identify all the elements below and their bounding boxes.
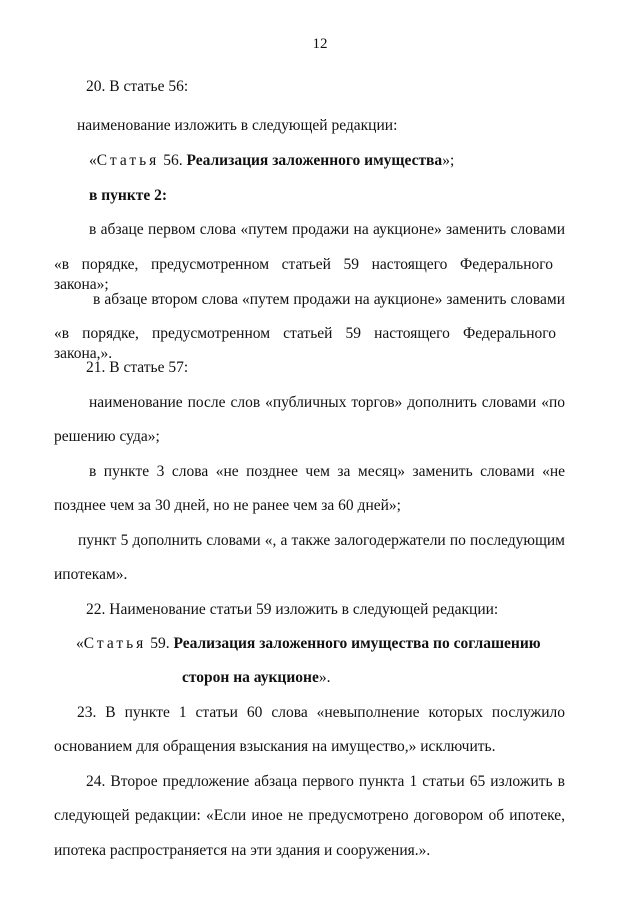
article-word: Статья	[83, 635, 147, 652]
item-20-heading: 20. В статье 56:	[86, 78, 189, 95]
article-59-title-cont	[182, 668, 330, 688]
item-21-point-3: в пункте 3 слова «не позднее чем за месяц» заменить словами «не	[89, 463, 565, 480]
article-59-title	[76, 634, 541, 654]
article-number: 59.	[146, 635, 174, 652]
item-24-text: 24. Второе предложение абзаца первого пункта 1 статьи 65 изложить в	[86, 773, 565, 790]
open-quote: «	[76, 635, 84, 652]
article-59-name-cont: сторон на аукционе	[182, 669, 319, 686]
page-number: 12	[312, 36, 328, 52]
item-21-point-3-cont: позднее чем за 30 дней, но не ранее чем за 60 дней»;	[54, 497, 401, 514]
item-23-text: 23. В пункте 1 статьи 60 слова «невыполнение которых послужило	[77, 704, 565, 721]
open-quote: «	[89, 152, 97, 169]
item-20-text: наименование изложить в следующей редакции:	[77, 117, 398, 134]
article-56-name: Реализация заложенного имущества	[186, 152, 443, 169]
paragraph-first-text-cont: «в порядке, предусмотренном статьей 59 настоящего Федерального закона»;	[54, 256, 553, 293]
item-21-heading: 21. В статье 57:	[86, 359, 189, 376]
item-21-name-change: наименование после слов «публичных торгов» дополнить словами «по	[89, 394, 565, 411]
item-24-text-cont: следующей редакции: «Если иное не предусмотрено договором об ипотеке,	[54, 807, 565, 824]
item-22-heading: 22. Наименование статьи 59 изложить в следующей редакции:	[86, 601, 499, 618]
point-2-heading: в пункте 2:	[89, 187, 168, 204]
article-number: 56.	[159, 152, 187, 169]
item-21-point-5-cont: ипотекам».	[54, 566, 128, 583]
item-23-text-cont: основанием для обращения взыскания на имущество,» исключить.	[54, 738, 496, 755]
paragraph-first-text: в абзаце первом слова «путем продажи на аукционе» заменить словами	[89, 221, 565, 238]
item-21-name-change-cont: решению суда»;	[54, 428, 160, 445]
article-word: Статья	[96, 152, 160, 169]
close-quote: ».	[318, 669, 331, 686]
article-56-title	[89, 151, 454, 171]
paragraph-second-text-cont: «в порядке, предусмотренном статьей 59 настоящего Федерального закона,».	[54, 325, 556, 362]
close-quote: »;	[442, 152, 455, 169]
paragraph-second-text: в абзаце втором слова «путем продажи на аукционе» заменить словами	[93, 291, 565, 308]
item-21-point-5: пункт 5 дополнить словами «, а также залогодержатели по последующим	[78, 532, 565, 549]
item-24-text-end: ипотека распространяется на эти здания и сооружения.».	[54, 842, 431, 859]
article-59-name: Реализация заложенного имущества по соглашению	[173, 635, 541, 652]
